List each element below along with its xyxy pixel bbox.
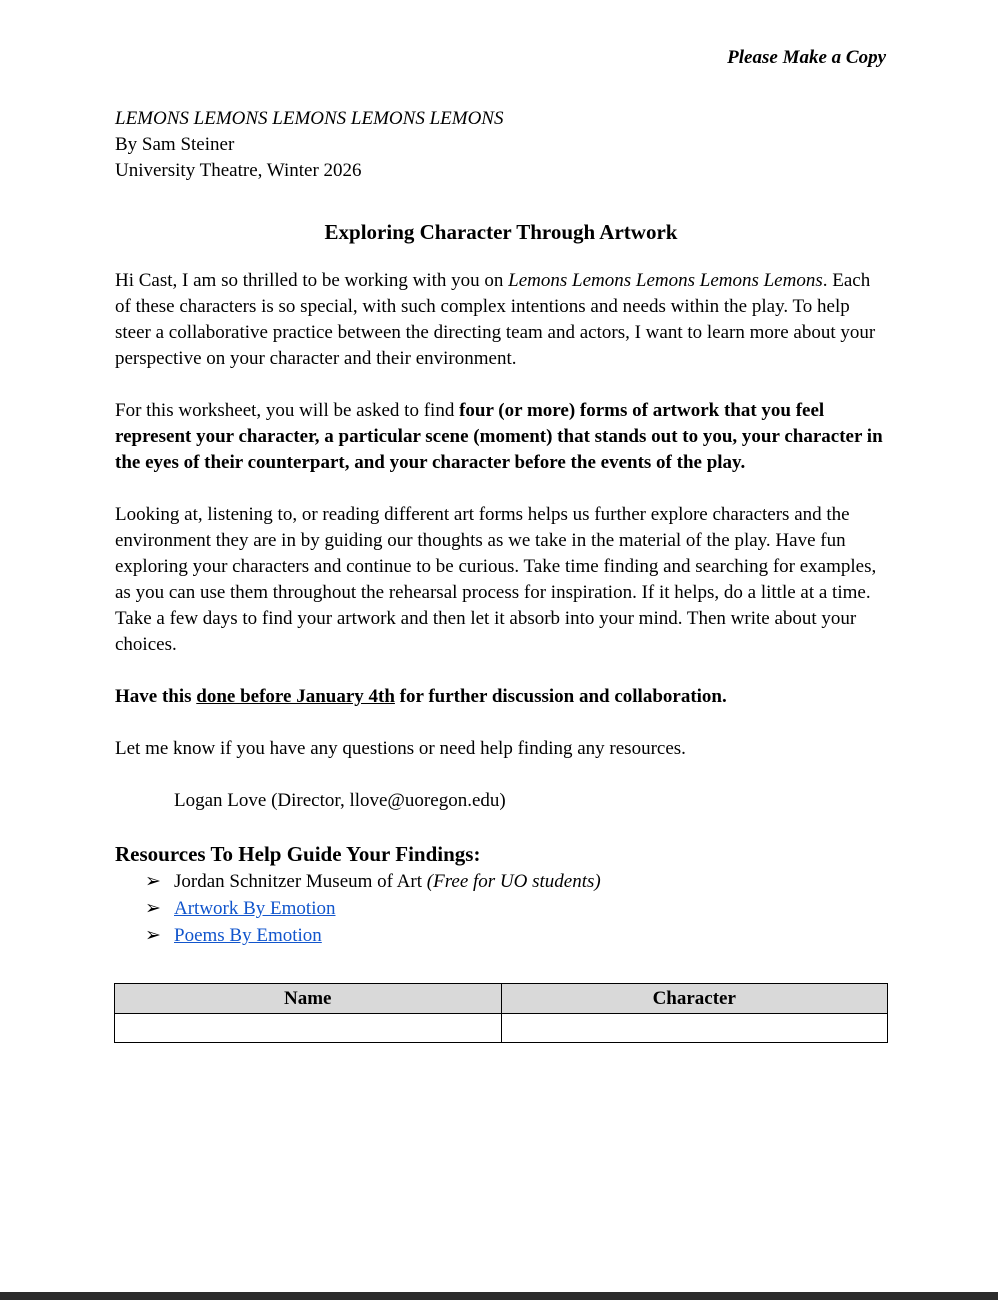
intro-text-start: Hi Cast, I am so thrilled to be working with you on	[115, 270, 509, 291]
arrow-bullet-icon: ➢	[145, 898, 161, 919]
worksheet-paragraph	[115, 398, 887, 476]
name-cell[interactable]	[115, 1014, 502, 1043]
table-row	[115, 1014, 888, 1043]
deadline-text-end: for further discussion and collaboration.	[394, 686, 727, 707]
header-block	[115, 106, 887, 184]
poems-by-emotion-link[interactable]: Poems By Emotion	[174, 925, 322, 946]
looking-paragraph: Looking at, listening to, or reading different art forms helps us further explore characters and the environment they are in by guiding our thoughts as we take in the material of the play. Have fun exploring your characters and continue to be curious. Take time finding and searching for examples, as you can use them throughout the rehearsal process for inspiration. If it helps, do a little at a time. Take a few days to find your artwork and then let it absorb into your mind. Then write about your choices.	[115, 504, 877, 655]
page-title: Exploring Character Through Artwork	[324, 220, 678, 244]
deadline-paragraph	[115, 684, 887, 710]
name-column-header: Name	[115, 984, 502, 1014]
author-line: By Sam Steiner	[115, 134, 235, 155]
intro-text-end: . Each of these characters is so special, with such complex intentions and needs within the play. To help steer a collaborative practice between the directing team and actors, I want to learn more about your perspective on your character and their environment.	[115, 270, 876, 369]
arrow-bullet-icon: ➢	[145, 871, 161, 892]
character-column-header: Character	[501, 984, 888, 1014]
worksheet-text-start: For this worksheet, you will be asked to find	[115, 400, 460, 421]
worksheet-requirements: four (or more) forms of artwork that you feel represent your character, a particular scene (moment) that stands out to you, your character in the eyes of their counterpart, and your character before the events of the play.	[115, 400, 883, 473]
name-character-table	[114, 983, 888, 1043]
play-title: LEMONS LEMONS LEMONS LEMONS LEMONS	[115, 108, 504, 129]
character-cell[interactable]	[501, 1014, 888, 1043]
resources-list	[115, 868, 887, 949]
questions-paragraph: Let me know if you have any questions or need help finding any resources.	[115, 738, 686, 759]
deadline-date: done before January 4th	[196, 686, 395, 707]
resources-heading: Resources To Help Guide Your Findings:	[115, 842, 481, 866]
bottom-scroll-bar	[0, 1292, 998, 1300]
deadline-text-start: Have this	[115, 686, 197, 707]
arrow-bullet-icon: ➢	[145, 925, 161, 946]
production-line: University Theatre, Winter 2026	[115, 160, 362, 181]
resource-item-poems	[145, 922, 887, 949]
resource-item-museum	[145, 868, 887, 895]
director-signature: Logan Love (Director, llove@uoregon.edu)	[174, 790, 506, 811]
museum-note: (Free for UO students)	[426, 871, 601, 892]
intro-play-title: Lemons Lemons Lemons Lemons Lemons	[508, 270, 823, 291]
table-header-row	[115, 984, 888, 1014]
copy-note: Please Make a Copy	[727, 47, 886, 68]
museum-name: Jordan Schnitzer Museum of Art	[174, 871, 427, 892]
document-body	[115, 106, 887, 949]
artwork-by-emotion-link[interactable]: Artwork By Emotion	[174, 898, 336, 919]
intro-paragraph	[115, 268, 887, 372]
resource-item-artwork	[145, 895, 887, 922]
